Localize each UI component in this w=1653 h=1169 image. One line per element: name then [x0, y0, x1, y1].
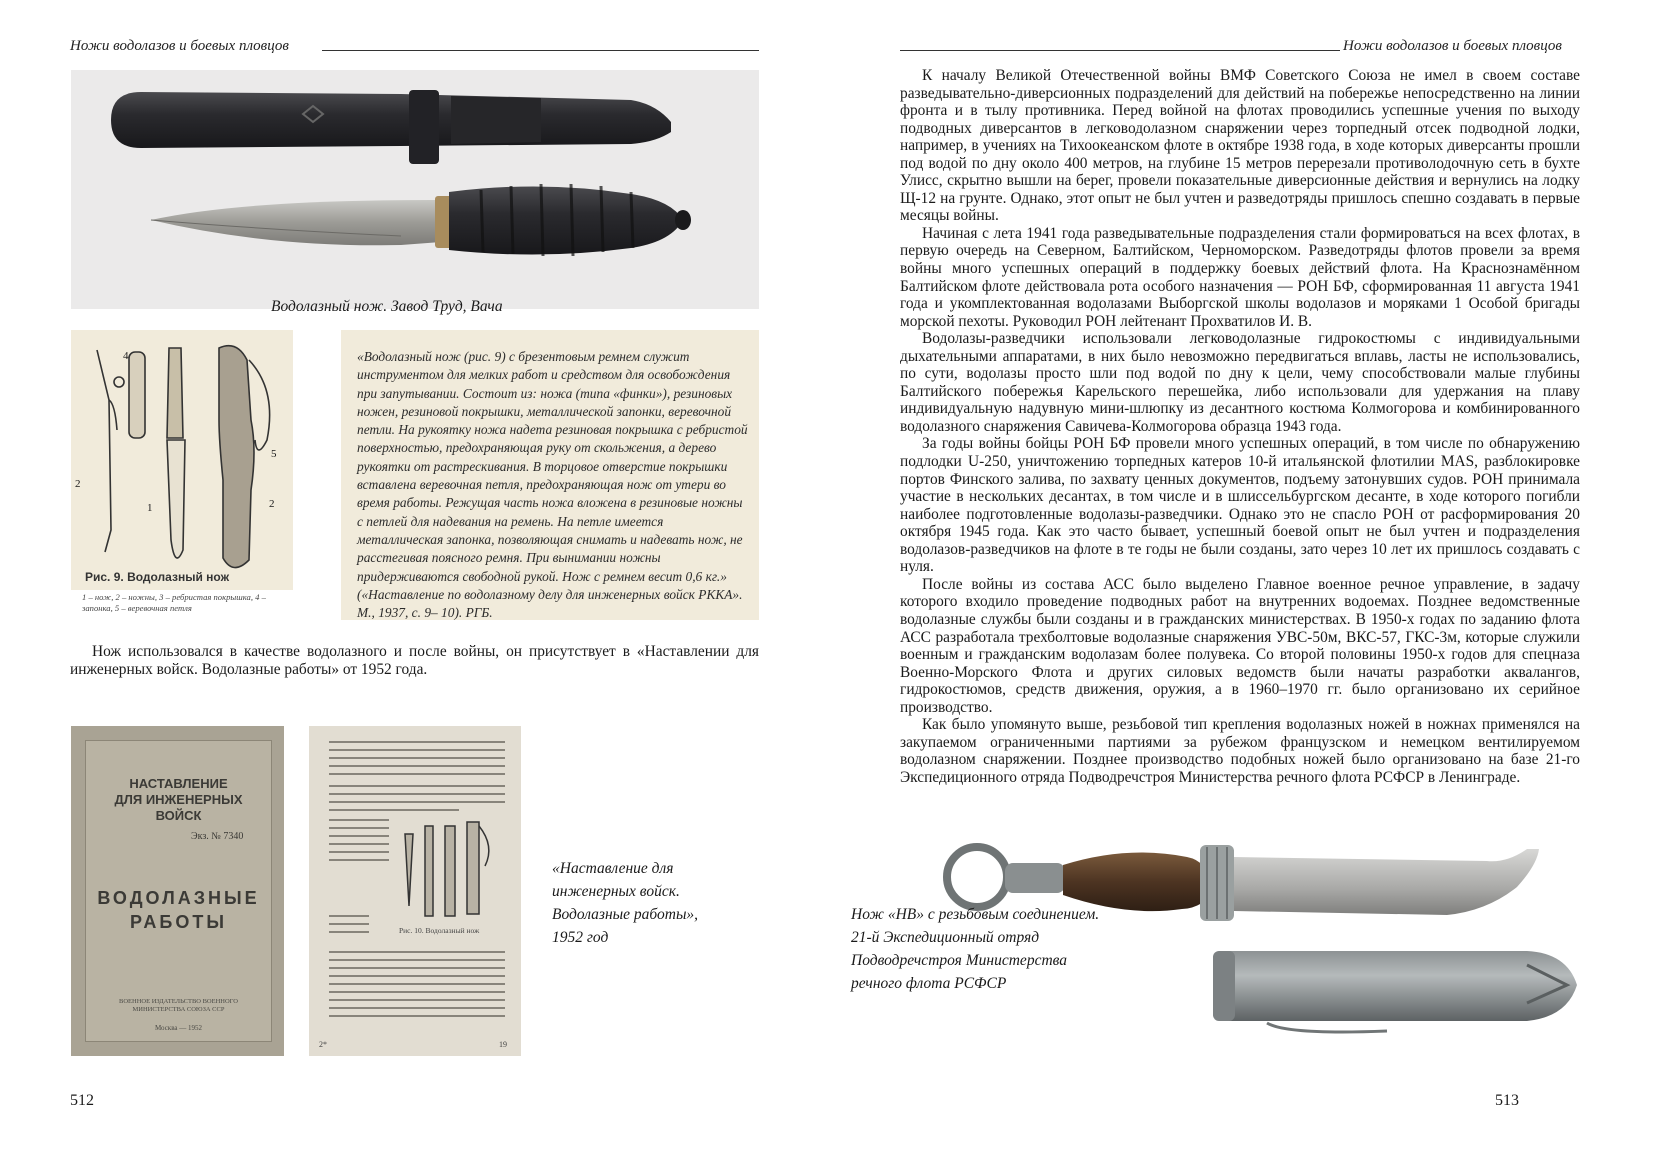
paragraph-3: Водолазы-разведчики использовали легководолазные гидрокостюмы с индивидуальными дыхательными аппаратами, в них было невозможно передвигаться вплавь, ласты не использовались, по сути, водолазы просто шли под водой по дну к цели, чему способствовали малые глубины Балтийского побережья Карельского перешейка, либо использовали для удержания на плаву индивидуальную надувную мини-шлюпку из десантного костюма Колмогорова и комбинированного водолазного снаряжения Савичева-Колмогорова образца 1943 года.	[900, 330, 1580, 435]
paragraph-4: За годы войны бойцы РОН БФ провели много успешных операций, в том числе по обнаружению подлодки U-250, уничтожению торпедных катеров 10-й итальянской флотилии MAS, разблокировке портов Финского залива, по захвату ценных документов, подъему затонувших судов. РОН принимала участие в нескольких десантах, в том числе и в шлиссельбургском десанте, в ходе которого погибли наиболее подготовленные водолазы-разведчики. Однако это не спасло РОН от расформирования 20 октября 1945 года. Как это часто бывает, успешный боевой опыт не был учтен и подразделения водолазов-разведчиков на флоте в те годы не были созданы, зато через 10 лет их пришлось создавать с нуля.	[900, 435, 1580, 576]
label-1: 1	[147, 502, 153, 514]
knife-parts-drawing	[71, 330, 293, 590]
cover-city-year: Москва — 1952	[154, 1024, 203, 1032]
manual-page-number-right: 19	[499, 1040, 507, 1049]
manual-excerpt-scan	[341, 330, 759, 620]
nv-blade	[1234, 849, 1539, 915]
header-rule-left	[322, 50, 759, 51]
running-head-left: Ножи водолазов и боевых пловцов	[70, 38, 289, 54]
running-head-right: Ножи водолазов и боевых пловцов	[1343, 38, 1562, 54]
lanyard-ring	[947, 847, 1007, 907]
knife-and-sheath-illustration	[71, 70, 759, 309]
left-paragraph: Нож использовался в качестве водолазного и после войны, он присутствует в «Наставлении для инженерных войск. Водолазные работы» от 1952 года.	[70, 643, 759, 678]
manual-cover-photo	[71, 726, 284, 1056]
paragraph-2: Начиная с лета 1941 года разведывательные подразделения стали формироваться на всех флотах, в первую очередь на Северном, Балтийском, Черноморском. Разведотряды флотов провели за время войны много успешных операций в поддержку боевых действий флота. На Краснознамённом Балтийском флоте действовала рота особого назначения — РОН БФ, сформированная 11 августа 1941 года и укомплектованная водолазами Выборгской школы водолазов и моряками 1 Особой бригады морской пехоты. Руководил РОН лейтенант Прохватилов И. В.	[900, 224, 1580, 330]
cover-publisher: ВОЕННОЕ ИЗДАТЕЛЬСТВО ВОЕННОГО МИНИСТЕРСТВА СОЮЗА ССР	[119, 998, 238, 1013]
label-4: 4	[123, 350, 129, 362]
rubber-sheath	[111, 92, 671, 148]
manual-page-photo	[309, 726, 521, 1056]
manual-page-text-lines	[309, 726, 521, 1056]
manual-page-figure-caption: Рис. 10. Водолазный нож	[399, 926, 480, 935]
cover-subtitle: ВОДОЛАЗНЫЕ РАБОТЫ	[97, 888, 260, 932]
cover-title: НАСТАВЛЕНИЕ ДЛЯ ИНЖЕНЕРНЫХ ВОЙСК	[114, 776, 243, 823]
manual-figure-title: Рис. 9. Водолазный нож	[85, 570, 230, 584]
cover-copy-number: Экз. № 7340	[191, 831, 244, 842]
label-5: 5	[271, 448, 277, 460]
manual-excerpt-text: «Водолазный нож (рис. 9) с брезентовым ремнем служит инструментом для мелких работ и средством для освобождения при запутывании. Состоит из: ножа (типа «финки»), резиновых ножен, резиновой покрышки, металлической запонки, веревочной петли. На рукоятку ножа надета резиновая покрышка с ребристой поверхностью, предохраняющая руку от скольжения, а дерево рукоятки от растрескивания. В торцовое отверстие покрышки вставлена веревочная петля, предохраняющая нож от утери во время работы. Режущая часть ножа вложена в резиновые ножны с петлей для надевания на ремень. На петле имеется металлическая запонка, позволяющая снимать и надевать нож, не расстегивая поясного ремня. При вынимании ножны придерживаются свободной рукой. Нож с ремнем весит 0,6 кг.» («Наставление по водолазному делу для инженерных войск РККА». М., 1937, с. 9– 10). РГБ.	[357, 349, 748, 620]
left-page	[0, 0, 826, 1169]
header-rule-right	[900, 50, 1340, 51]
label-2a: 2	[75, 478, 81, 490]
knife-photo-caption: Водолазный нож. Завод Труд, Вача	[271, 298, 503, 315]
page-number-left: 512	[70, 1092, 94, 1109]
right-body-text	[900, 67, 1580, 786]
pommel	[1005, 863, 1065, 893]
paragraph-5: После войны из состава АСС было выделено Главное военное речное управление, в задачу которого входило проведение подводных работ на внутренних водоемах. Позднее ведомственные водолазные службы были созданы и в гражданских министерствах. В 1950-х годах по заданию флота АСС разработала трехболтовые водолазные снаряжения УВС-50м, ВКС-57, ГКС-3м, которые служили военным и гражданским водолазам более полувека. Со второй половины 1950-х годов для спецназа Военно-Морского Флота и других силовых ведомств были начаты разработки аквалангов, гидрокостюмов, средств движения, оружия, а в 1960–1970 гг. было организовано их серийное производство.	[900, 575, 1580, 716]
paragraph-1: К началу Великой Отечественной войны ВМФ Советского Союза не имел в своем составе разведывательно-диверсионных подразделений для действий на побережье непосредственно на линии фронта и в тылу противника. Перед войной на флотах проводились успешные учения по выходу подводных диверсантов в легководолазном снаряжении через торпедный отсек подводной лодки, например, в учениях на Тихоокеанском флоте в октябре 1938 года, в ходе которых диверсанты прошли под водой по дну около 400 метров, на глубине 15 метров перерезали противолодочную сеть в бухте Улисс, скрытно вышли на берег, провели показательные диверсионные действия и вернулись на лодку Щ-12 на грунте. Однако, этот опыт не был учтен и разведотряды пришлось спешно создавать в первые месяцы войны.	[900, 67, 1580, 225]
nv-knife-caption: Нож «НВ» с резьбовым соединением. 21-й Экспедиционный отряд Подводречстроя Министерства речного флота РСФСР	[851, 906, 1100, 992]
label-2b: 2	[269, 498, 275, 510]
blade	[151, 200, 441, 245]
manual-caption: «Наставление для инженерных войск. Водолазные работы», 1952 год	[552, 860, 699, 946]
aluminum-scabbard	[1214, 951, 1577, 1021]
page-number-right: 513	[1495, 1092, 1519, 1109]
manual-drawing-figure	[71, 330, 293, 590]
paragraph-6: Как было упомянуто выше, резьбовой тип крепления водолазных ножей в ножнах применялся на закупаемом ограниченными партиями за рубежом французском и немецком вентилируемом водолазном снаряжении. Позднее производство подобных ножей было организовано на базе 21-го Экспедиционного отряда Подводречстроя Министерства речного флота РСФСР в Ленинграде.	[900, 716, 1580, 786]
manual-page-number-left: 2*	[319, 1040, 327, 1049]
diving-knife-photo	[71, 70, 759, 309]
sheath-band	[409, 90, 439, 164]
right-page	[827, 0, 1653, 1169]
manual-figure-legend: 1 – нож, 2 – ножны, 3 – ребристая покрышка, 4 – запонка, 5 – веревочная петля	[82, 592, 266, 613]
